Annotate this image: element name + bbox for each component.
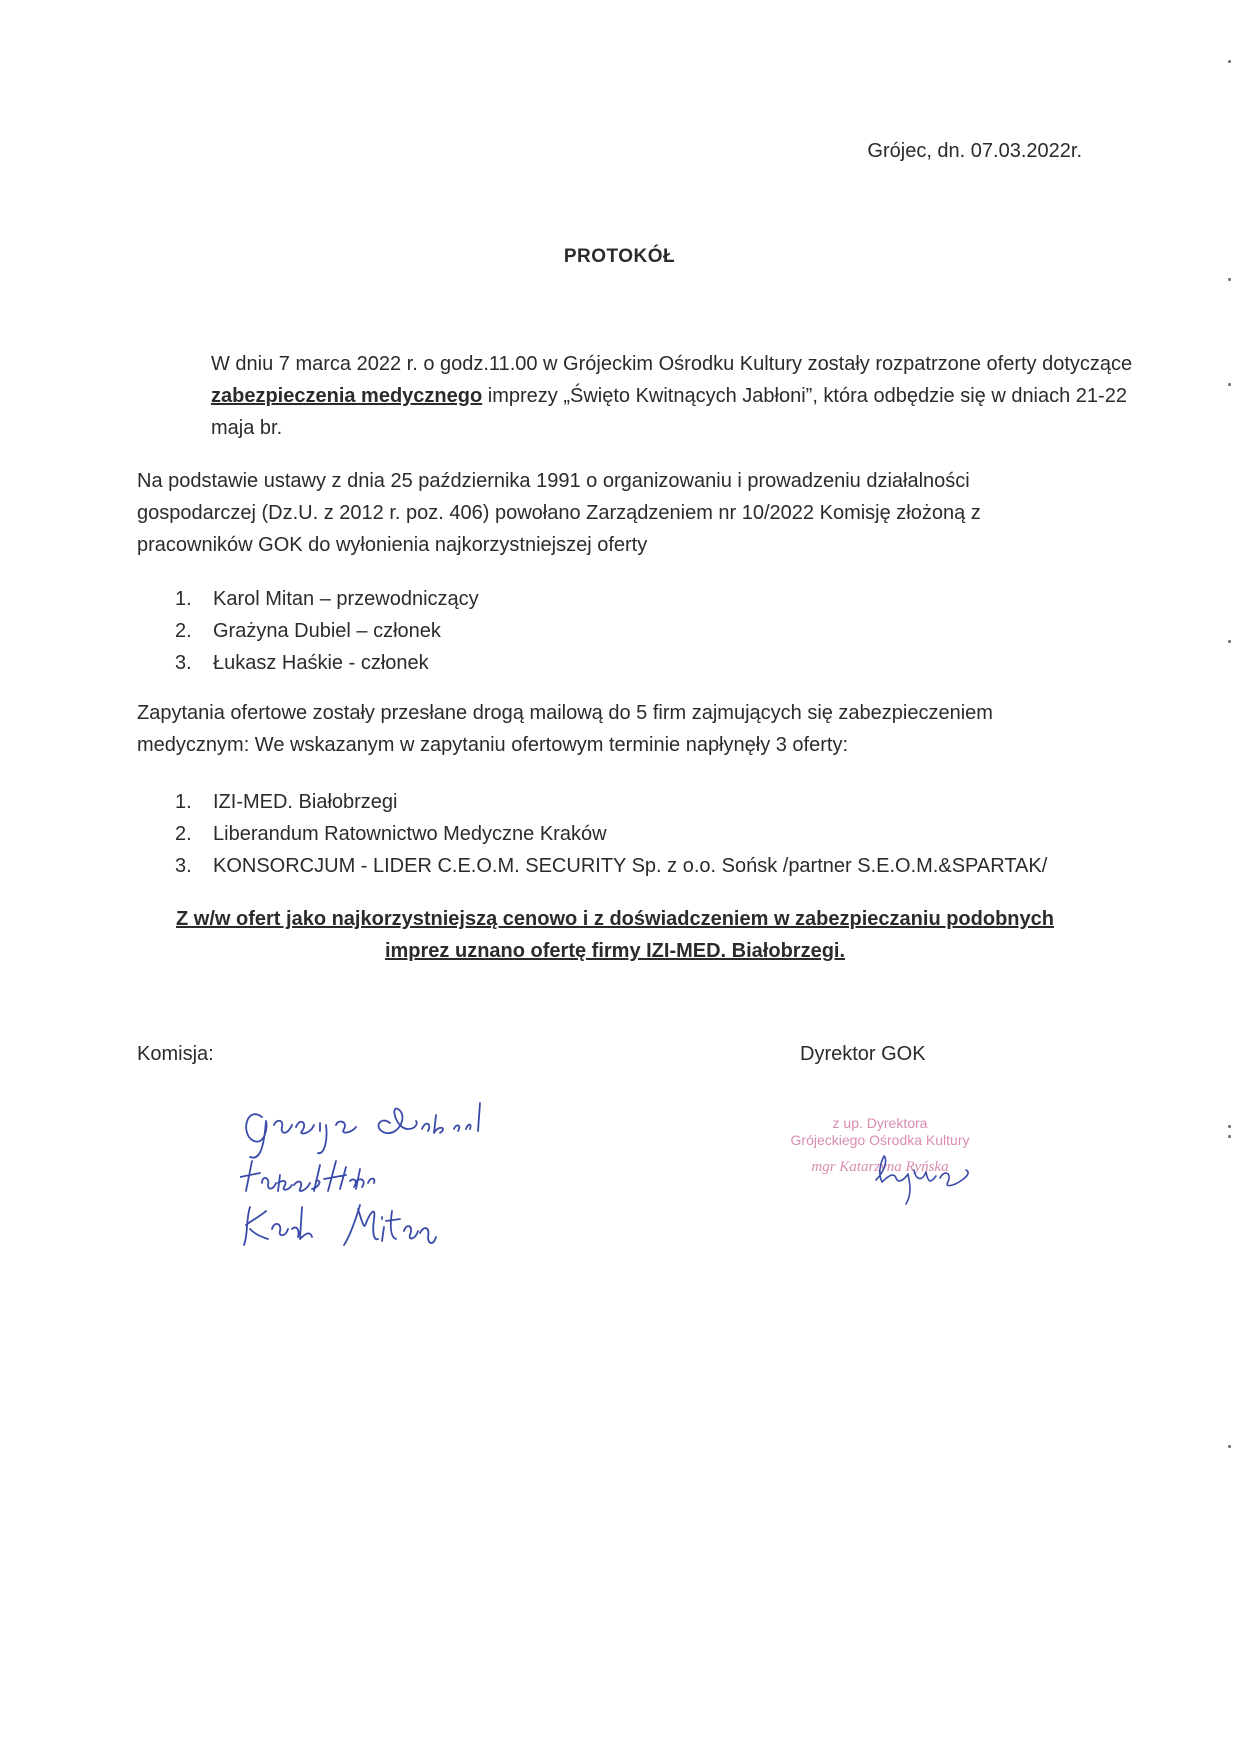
paragraph-intro	[137, 348, 1161, 444]
list-item	[175, 615, 479, 647]
committee-label: Komisja:	[137, 1043, 214, 1065]
list-item	[175, 818, 1047, 850]
list-item-text: IZI-MED. Białobrzegi	[213, 791, 398, 813]
paragraph-intro-part2: imprezy „Święto Kwitnących Jabłoni”, która odbędzie się w dniach 21-22 maja br.	[211, 385, 1127, 439]
signature-dubiel	[246, 1103, 480, 1158]
conclusion-line-1: Z w/w ofert jako najkorzystniejszą cenowo i z doświadczeniem w zabezpieczaniu podobnych	[176, 908, 1054, 930]
scan-mark	[1228, 1125, 1231, 1128]
scan-mark	[1228, 278, 1231, 281]
list-item-number: 1.	[175, 588, 192, 610]
director-signature	[870, 1150, 980, 1210]
list-item-text: KONSORCJUM - LIDER C.E.O.M. SECURITY Sp. z o.o. Sońsk /partner S.E.O.M.&SPARTAK/	[213, 855, 1048, 877]
director-label: Dyrektor GOK	[800, 1043, 926, 1065]
list-item	[175, 647, 479, 679]
paragraph-legal-basis: Na podstawie ustawy z dnia 25 października 1991 o organizowaniu i prowadzeniu działalności gospodarczej (Dz.U. z 2012 r. poz. 406) powołano Zarządzeniem nr 10/2022 Komisję złożoną z pracowników GOK do wyłonienia najkorzystniejszej oferty	[137, 470, 981, 556]
list-item	[175, 583, 479, 615]
scan-mark	[1228, 1445, 1231, 1448]
stamp-line-2: Grójeckiego Ośrodka Kultury	[790, 1132, 970, 1148]
list-item-text: Łukasz Haśkie - członek	[213, 652, 429, 674]
committee-signatures	[240, 1095, 560, 1265]
offers-list	[175, 786, 1047, 882]
list-item	[175, 850, 1047, 882]
committee-list	[175, 583, 479, 679]
list-item-number: 2.	[175, 823, 192, 845]
list-item	[175, 786, 1047, 818]
scan-mark	[1228, 60, 1231, 63]
stamp-line-3: mgr Katarzyna Ryńska	[811, 1159, 949, 1175]
list-item-number: 1.	[175, 791, 192, 813]
list-item-number: 3.	[175, 855, 192, 877]
document-title: PROTOKÓŁ	[563, 246, 676, 267]
list-item-text: Karol Mitan – przewodniczący	[213, 588, 479, 610]
paragraph-intro-part1: W dniu 7 marca 2022 r. o godz.11.00 w Grójeckim Ośrodku Kultury zostały rozpatrzone oferty dotyczące	[211, 353, 1133, 375]
conclusion-line-2: imprez uznano ofertę firmy IZI-MED. Białobrzegi.	[384, 940, 846, 962]
paragraph-inquiries: Zapytania ofertowe zostały przesłane drogą mailową do 5 firm zajmujących się zabezpieczeniem medycznym: We wskazanym w zapytaniu ofertowym terminie napłynęły 3 oferty:	[137, 702, 993, 756]
scan-mark	[1228, 640, 1231, 643]
scan-mark	[1228, 1135, 1231, 1138]
signature-haskie	[240, 1161, 374, 1191]
list-item-text: Grażyna Dubiel – członek	[213, 620, 441, 642]
paragraph-intro-emphasis: zabezpieczenia medycznego	[211, 385, 483, 407]
scan-mark	[1228, 383, 1231, 386]
list-item-text: Liberandum Ratownictwo Medyczne Kraków	[213, 823, 607, 845]
document-date: Grójec, dn. 07.03.2022r.	[867, 140, 1082, 162]
list-item-number: 3.	[175, 652, 192, 674]
stamp-line-1: z up. Dyrektora	[832, 1115, 928, 1131]
list-item-number: 2.	[175, 620, 192, 642]
signature-mitan	[244, 1205, 436, 1245]
conclusion	[137, 903, 1093, 967]
